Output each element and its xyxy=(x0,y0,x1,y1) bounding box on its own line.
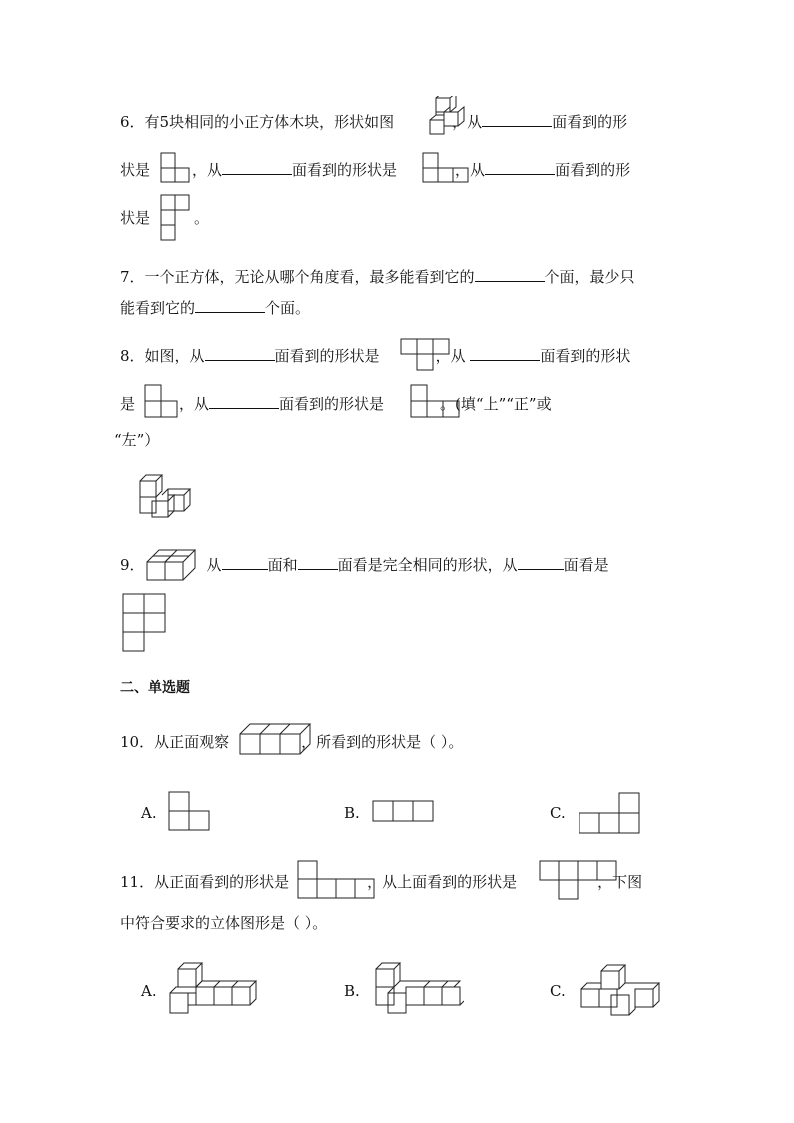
q11-option-b-label: B. xyxy=(344,982,360,1000)
q10-text1: 10．从正面观察 xyxy=(120,733,230,751)
q6-blank2[interactable] xyxy=(222,158,292,175)
q8-text5: 是 xyxy=(120,395,136,413)
q8-text3: ，从 xyxy=(435,347,471,365)
q6-text9: 状是 xyxy=(120,209,151,227)
q8-view-3 xyxy=(410,384,462,420)
q9-blank3[interactable] xyxy=(518,553,564,570)
q8-view-1 xyxy=(400,338,452,372)
q11-text4: 中符合要求的立体图形是（ ）。 xyxy=(120,914,328,932)
q11-top-view xyxy=(539,860,619,900)
q8-text9: “左”） xyxy=(114,431,160,449)
q7-blank2[interactable] xyxy=(195,296,265,313)
q6-text1: 6．有5块相同的小正方体木块，形状如图 xyxy=(120,113,395,131)
q8-text6: ，从 xyxy=(179,395,210,413)
q8-line3 xyxy=(114,429,159,451)
q7-text1: 7．一个正方体，无论从哪个角度看，最多能看到它的 xyxy=(120,268,475,286)
q10-option-c-figure xyxy=(579,791,643,835)
q6-line2 xyxy=(120,158,630,181)
q10-option-a-label: A. xyxy=(141,804,157,822)
q10-option-b-label: B. xyxy=(344,804,360,822)
q6-text7: ，从 xyxy=(455,161,486,179)
q11-option-c[interactable] xyxy=(550,982,566,1000)
q8-text7: 面看到的形状是 xyxy=(279,395,385,413)
q11-line2 xyxy=(120,912,327,934)
q7-text2: 个面，最少只 xyxy=(544,268,635,286)
q8-cube-figure xyxy=(138,471,200,521)
q11-option-b-figure xyxy=(372,961,464,1017)
q11-option-c-label: C. xyxy=(550,982,566,1000)
q8-blank1[interactable] xyxy=(205,344,275,361)
q9-cube-figure xyxy=(144,544,204,584)
q7-blank1[interactable] xyxy=(475,265,545,282)
q10-option-a[interactable] xyxy=(141,804,157,822)
q6-text8: 面看到的形 xyxy=(555,161,631,179)
q10-option-c-label: C. xyxy=(550,804,566,822)
q6-cube-figure xyxy=(424,96,472,144)
q10-text2: ，所看到的形状是（ ）。 xyxy=(301,733,464,751)
q6-blank1[interactable] xyxy=(482,110,552,127)
q11-front-view xyxy=(297,860,377,900)
q6-blank3[interactable] xyxy=(485,158,555,175)
q7-text4: 个面。 xyxy=(265,299,311,317)
q10-option-b[interactable] xyxy=(344,804,360,822)
q9-blank1[interactable] xyxy=(222,553,268,570)
q8-blank2[interactable] xyxy=(470,344,540,361)
q8-view-2 xyxy=(144,384,180,420)
q6-view-2 xyxy=(422,152,470,184)
q8-line1 xyxy=(120,344,630,367)
q9-blank2[interactable] xyxy=(298,553,338,570)
q8-text2: 面看到的形状是 xyxy=(274,347,380,365)
q8-text4: 面看到的形状 xyxy=(540,347,631,365)
q11-text3: ，下图 xyxy=(597,873,643,891)
q8-text1: 8．如图，从 xyxy=(120,347,205,365)
q9-text4: 面看是 xyxy=(563,556,609,574)
q6-view-3 xyxy=(160,194,192,242)
q11-option-a-label: A. xyxy=(141,982,157,1000)
q11-option-a-figure xyxy=(168,961,264,1017)
q7-line1 xyxy=(120,265,635,288)
q6-view-1 xyxy=(160,152,192,184)
q11-option-b[interactable] xyxy=(344,982,360,1000)
q11-option-a[interactable] xyxy=(141,982,157,1000)
q6-text6: 面看到的形状是 xyxy=(292,161,398,179)
q10-option-c[interactable] xyxy=(550,804,566,822)
q6-text3: 面看到的形 xyxy=(552,113,628,131)
q10-option-b-figure xyxy=(372,800,434,824)
q6-line1 xyxy=(120,110,627,133)
q8-line2 xyxy=(120,392,552,415)
q9-text2: 面和 xyxy=(267,556,298,574)
q11-text2: ，从上面看到的形状是 xyxy=(367,873,518,891)
q9-view xyxy=(122,593,168,653)
q11-option-c-figure xyxy=(579,963,669,1019)
q6-text2: ，从 xyxy=(452,113,483,131)
q8-text8: 。(填“上”“正”或 xyxy=(440,395,552,413)
q9-text3: 面看是完全相同的形状，从 xyxy=(337,556,518,574)
q9-text1: 从 xyxy=(206,556,222,574)
section-title: 二、单选题 xyxy=(120,680,190,696)
q8-blank3[interactable] xyxy=(209,392,279,409)
q10-option-a-figure xyxy=(167,790,213,832)
q7-text3: 能看到它的 xyxy=(120,299,196,317)
q6-text4: 状是 xyxy=(120,161,151,179)
q6-text5: ，从 xyxy=(192,161,223,179)
q9-num: 9． xyxy=(120,556,145,574)
q11-text1: 11．从正面看到的形状是 xyxy=(120,873,290,891)
q6-text10: 。 xyxy=(194,209,210,227)
q7-line2 xyxy=(120,296,310,319)
q10-cube-figure xyxy=(238,720,312,758)
